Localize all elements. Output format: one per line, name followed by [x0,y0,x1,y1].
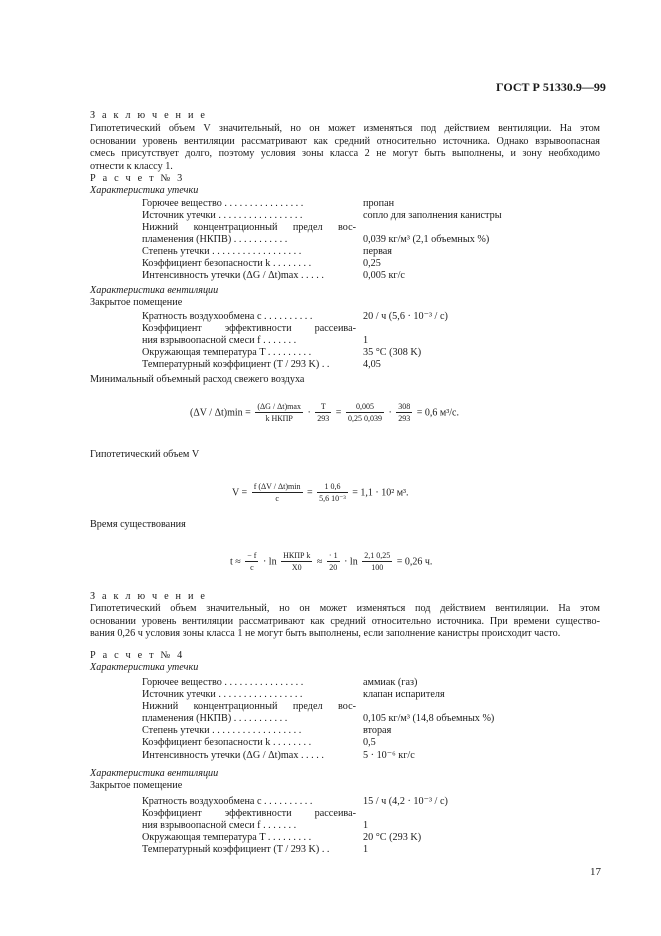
page-number: 17 [590,866,601,878]
conclusion-paragraph [90,603,600,641]
room-type: Закрытое помещение [90,297,183,308]
paragraph-line: смесь присутствует долго, поэтому условия зоны класса 2 не могут быть выполнены, и зону необходимо [90,148,600,160]
paragraph-line: отнести к классу 1. [90,161,173,173]
conclusion-heading: З а к л ю ч е н и е [90,591,208,602]
paragraph-line: основании уровень вентиляции рассматривают как средний относительно источника. При времени существо- [90,615,600,627]
paragraph-line: Гипотетический объем V значительный, но он может изменяться под действием вентиляции. На этом [90,123,600,134]
leak-characteristics-title: Характеристика утечки [90,185,199,196]
formula-min-airflow: (ΔV / Δt)min = $\frac{(\Delta G / \Delta t)\max}{\text{k НКПР}}$ · $\frac{T}{293}$ = $\frac{0,005}{0,25 0,039}$ · $\frac{308}{293}$ = 0,6 м³/с. [190,402,459,423]
hypothetical-volume-caption: Гипотетический объем V [90,449,200,460]
paragraph-line: вания 0,26 ч условия зоны класса 1 не могут быть выполнены, если заполнение канистры происходит часто. [90,628,561,640]
calculation-heading: Р а с ч е т № 3 [90,173,185,184]
formula-existence-time: t ≈ $\frac{- f}{c}$ · ln $\frac{\text{НКПР k}}{X0}$ ≈ $\frac{\cdot 1}{20}$ · ln $\frac{2,1 0,25}{100}$ = 0,26 ч. [230,551,433,572]
paragraph-line: основании уровень вентиляции рассматривают как средний относительно источника. Однако взрывоопасная [90,135,600,147]
document-code: ГОСТ Р 51330.9—99 [496,80,606,94]
ventilation-characteristics-title: Характеристика вентиляции [90,768,219,779]
conclusion-heading: З а к л ю ч е н и е [90,110,208,121]
room-type: Закрытое помещение [90,780,183,791]
min-airflow-caption: Минимальный объемный расход свежего воздуха [90,374,305,385]
leak-characteristics-title: Характеристика утечки [90,662,199,673]
formula-hypothetical-volume: V = $\frac{f (\Delta V / \Delta t)\min}{c}$ = $\frac{1 0,6}{\text{5,6 10⁻³}}$ = 1,1 · 10² м³. [232,482,409,503]
paragraph-line: Гипотетический объем значительный, но он может изменяться под действием вентиляции. На этом [90,603,600,614]
calculation-heading: Р а с ч е т № 4 [90,650,185,661]
conclusion-paragraph [90,123,600,174]
ventilation-characteristics-title: Характеристика вентиляции [90,285,219,296]
existence-time-caption: Время существования [90,519,186,530]
